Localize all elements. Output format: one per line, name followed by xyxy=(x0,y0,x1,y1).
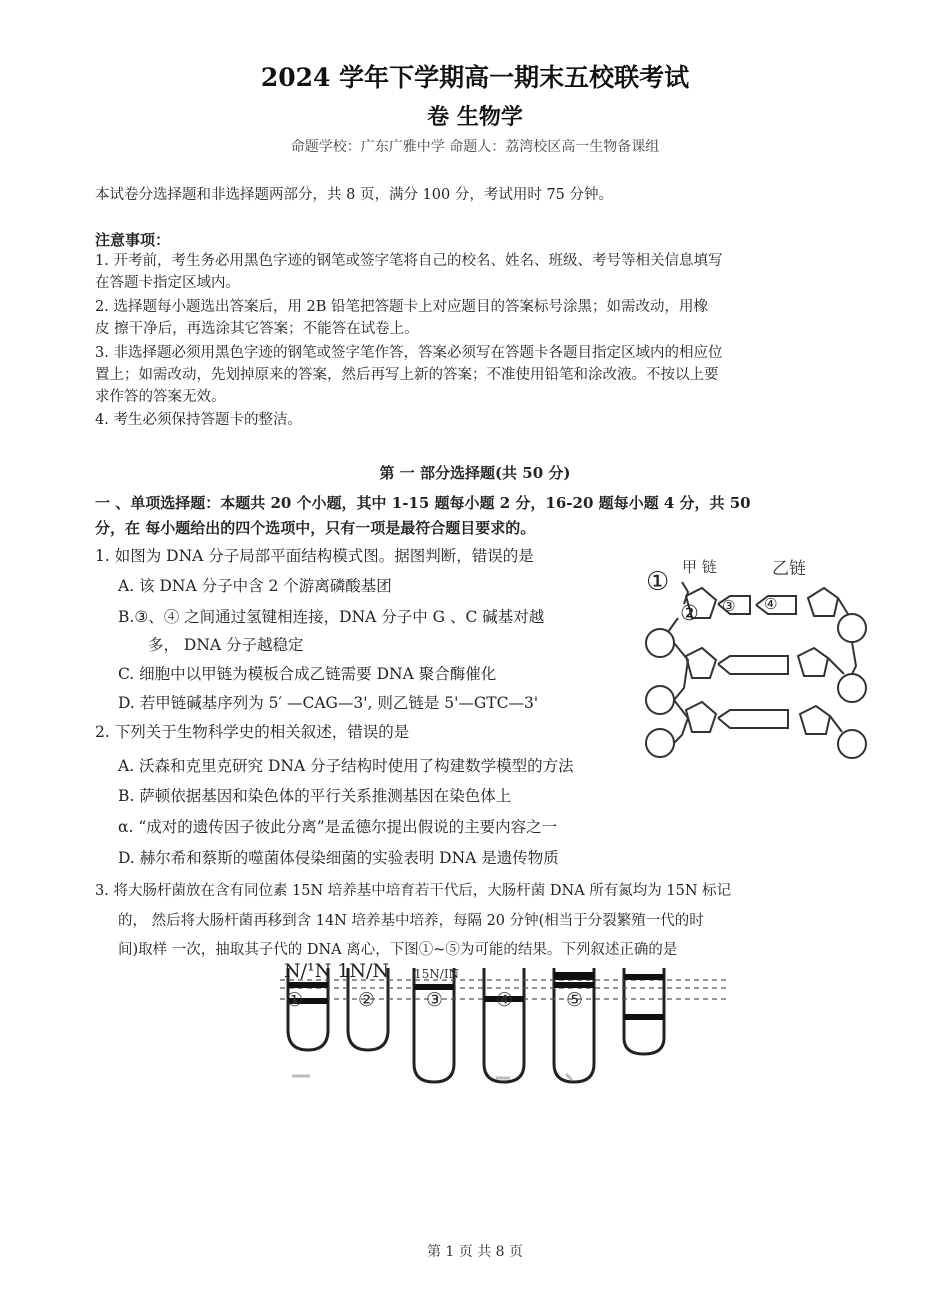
backbone-line xyxy=(674,643,688,700)
q2-option-c: α. “成对的遗传因子彼此分离”是孟德尔提出假说的主要内容之一 xyxy=(118,818,558,836)
notes-line: 2. 选择题每小题选出答案后，用 2B 铅笔把答题卡上对应题目的答案标号涂黑；如需改动，用橡 xyxy=(95,299,709,315)
notes-line: 求作答的答案无效。 xyxy=(95,389,226,405)
phosphate-circle xyxy=(838,614,866,642)
q2-option-d: D. 赫尔希和蔡斯的噬菌体侵染细菌的实验表明 DNA 是遗传物质 xyxy=(118,849,559,867)
backbone-line xyxy=(674,700,688,743)
figure-label: 乙链 xyxy=(772,559,806,579)
notes-line: 置上；如需改动，先划掉原来的答案，然后再写上新的答案；不准使用铅笔和涂改液。不按以上要 xyxy=(95,367,719,383)
q3-stem-line: 3. 将大肠杆菌放在含有同位素 15N 培养基中培育若干代后，大肠杆菌 DNA 所有氮均为 15N 标记 xyxy=(95,883,732,899)
q1-option-b-cont: 多， DNA 分子越稳定 xyxy=(148,636,304,654)
notes-heading: 注意事项： xyxy=(95,231,171,249)
faint-mark xyxy=(566,1074,572,1080)
exam-subject: 卷 生物学 xyxy=(427,104,523,130)
tube-overlay-label: 15N/IN xyxy=(414,967,460,981)
q1-option-d: D. 若甲链碱基序列为 5′ —CAG—3', 则乙链是 5'—GTC—3' xyxy=(118,694,539,712)
part1-instruction: 分，在 每小题给出的四个选项中，只有一项是最符合题目要求的。 xyxy=(95,519,536,537)
q1-option-c: C. 细胞中以甲链为模板合成乙链需要 DNA 聚合酶催化 xyxy=(118,665,497,683)
phosphate-circle xyxy=(646,629,674,657)
figure-label: ② xyxy=(680,601,699,625)
notes-line: 3. 非选择题必须用黑色字迹的钢笔或签字笔作答，答案必须写在答题卡各题目指定区域内的相应位 xyxy=(95,345,723,361)
q3-stem-line: 间)取样 一次，抽取其子代的 DNA 离心，下图①~⑤为可能的结果。下列叙述正确的是 xyxy=(118,942,678,958)
q2-stem: 2. 下列关于生物科学史的相关叙述，错误的是 xyxy=(95,723,410,741)
q2-option-b: B. 萨顿依据基因和染色体的平行关系推测基因在染色体上 xyxy=(118,787,512,805)
backbone-line xyxy=(838,598,848,614)
sugar-pentagon xyxy=(800,706,830,734)
backbone-line xyxy=(828,658,844,674)
exam-meta: 命题学校：广东广雅中学 命题人：荔湾校区高一生物备课组 xyxy=(290,139,660,155)
q1-stem: 1. 如图为 DNA 分子局部平面结构模式图。据图判断，错误的是 xyxy=(95,547,534,565)
phosphate-circle xyxy=(646,729,674,757)
backbone-line xyxy=(852,642,856,674)
backbone-line xyxy=(668,618,678,632)
notes-line: 1. 开考前，考生务必用黑色字迹的钢笔或签字笔将自己的校名、姓名、班级、考号等相关信息填写 xyxy=(95,253,723,269)
dna-band xyxy=(288,982,328,988)
dna-band xyxy=(554,982,594,988)
tube-outline xyxy=(484,968,524,1082)
notes-line: 在答题卡指定区域内。 xyxy=(95,275,240,291)
base-shape xyxy=(718,710,788,728)
dna-band xyxy=(624,1014,664,1020)
tube-overlay-label: N/¹N 1N/N xyxy=(284,960,390,982)
part1-heading: 第 一 部分选择题(共 50 分) xyxy=(379,464,571,482)
sugar-pentagon xyxy=(798,648,828,676)
backbone-line xyxy=(830,716,842,732)
page-footer: 第 1 页 共 8 页 xyxy=(426,1244,524,1260)
base-shape xyxy=(718,656,788,674)
q1-option-a: A. 该 DNA 分子中含 2 个游离磷酸基团 xyxy=(118,577,392,595)
notes-line: 皮 擦干净后，再选涂其它答案；不能答在试卷上。 xyxy=(95,321,419,337)
exam-title: 2024 学年下学期高一期末五校联考试 xyxy=(260,63,690,92)
q1-option-b: B.③、④ 之间通过氢键相连接，DNA 分子中 G 、C 碱基对越 xyxy=(118,608,545,626)
tube-number-label: ⑤ xyxy=(566,989,584,1011)
dna-structure-figure xyxy=(638,548,878,763)
tube-outline xyxy=(624,968,664,1054)
dna-band xyxy=(624,974,664,980)
figure-label: ④ xyxy=(764,595,778,613)
sugar-pentagon xyxy=(686,648,716,678)
q3-stem-line: 的， 然后将大肠杆菌再移到含 14N 培养基中培养，每隔 20 分钟(相当于分裂繁殖一代的时 xyxy=(118,913,704,929)
tube-number-label: ② xyxy=(358,989,376,1011)
centrifuge-tubes-figure xyxy=(270,958,750,1086)
tube-number-label: ① xyxy=(286,989,304,1011)
phosphate-circle xyxy=(646,686,674,714)
figure-label: ① xyxy=(646,567,670,597)
figure-label: 甲 链 xyxy=(682,558,717,576)
dna-band xyxy=(554,972,594,980)
q2-option-a: A. 沃森和克里克研究 DNA 分子结构时使用了构建数学模型的方法 xyxy=(118,757,574,775)
figure-label: ③ xyxy=(722,597,736,615)
sugar-pentagon xyxy=(808,588,838,616)
tube-number-label: ③ xyxy=(426,989,444,1011)
sugar-pentagon xyxy=(686,702,716,732)
phosphate-circle xyxy=(838,730,866,758)
part1-instruction: 一 、单项选择题：本题共 20 个小题，其中 1-15 题每小题 2 分，16-20 题每小题 4 分，共 50 xyxy=(95,494,751,512)
tube-number-label: ④ xyxy=(496,989,514,1011)
phosphate-circle xyxy=(838,674,866,702)
notes-line: 4. 考生必须保持答题卡的整洁。 xyxy=(95,412,302,428)
exam-intro: 本试卷分选择题和非选择题两部分，共 8 页，满分 100 分，考试用时 75 分钟。 xyxy=(95,187,614,203)
